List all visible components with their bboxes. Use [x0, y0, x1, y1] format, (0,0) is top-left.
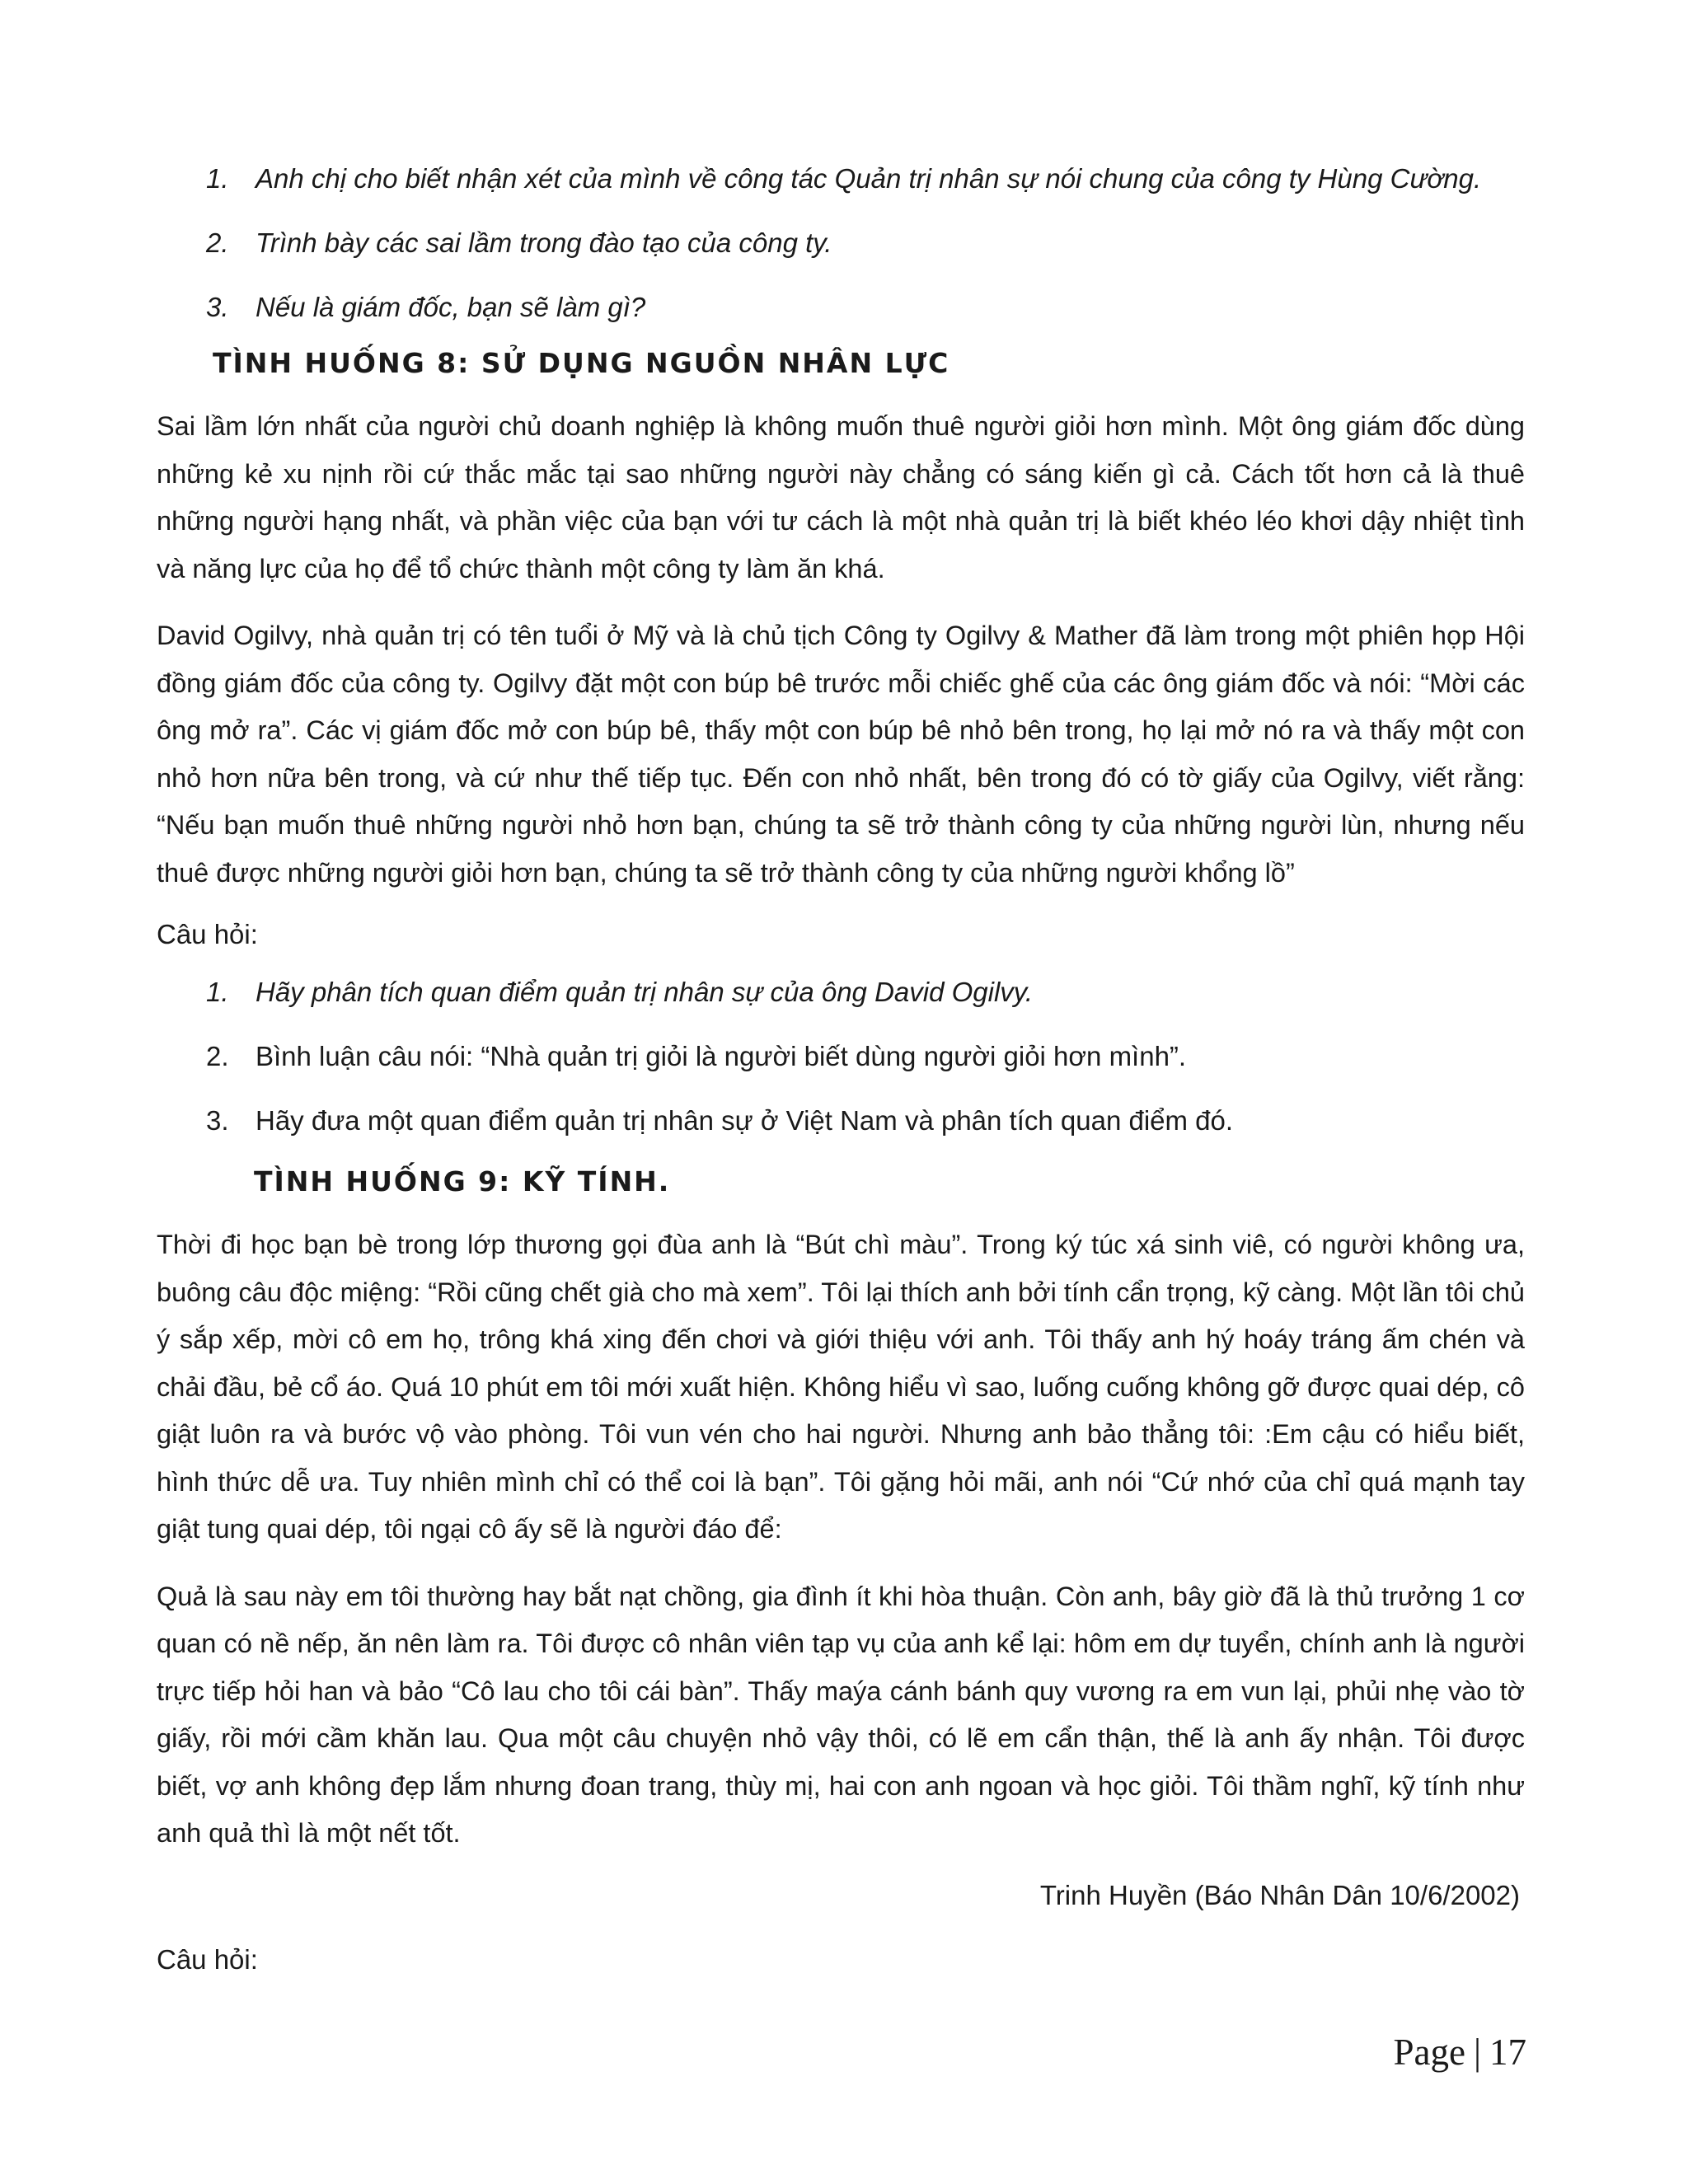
list-text: Anh chị cho biết nhận xét của mình về công tác Quản trị nhân sự nói chung của công ty Hùng Cường.: [256, 163, 1482, 194]
list-number: 3.: [206, 292, 229, 322]
case7-question-list: [157, 161, 1525, 326]
list-item: [157, 161, 1525, 197]
list-item: [157, 1103, 1525, 1139]
list-text: Hãy đưa một quan điểm quản trị nhân sự ở Việt Nam và phân tích quan điểm đó.: [256, 1105, 1234, 1136]
list-number: 2.: [206, 1041, 229, 1071]
list-item: [157, 289, 1525, 326]
list-item: [157, 974, 1525, 1010]
case8-paragraph: Sai lầm lớn nhất của người chủ doanh nghiệp là không muốn thuê người giỏi hơn mình. Một ông giám đốc dùng những kẻ xu nịnh rồi cứ thắc mắc tại sao những người này chẳng có sáng kiến gì cả. Cách tốt hơn cả là thuê những người hạng nhất, và phần việc của bạn với tư cách là một nhà quản trị là biết khéo léo khơi dậy nhiệt tình và năng lực của họ để tổ chức thành một công ty làm ăn khá.: [157, 411, 1525, 583]
case8-heading: TÌNH HUỐNG 8: SỬ DỤNG NGUỒN NHÂN LỰC: [213, 347, 950, 379]
case9-questions-label: Câu hỏi:: [157, 1943, 258, 1975]
page-footer: [1394, 2029, 1527, 2075]
list-number: 3.: [206, 1105, 229, 1136]
page-separator: |: [1473, 2032, 1481, 2073]
list-number: 1.: [206, 977, 229, 1007]
case8-question-list: [157, 974, 1525, 1139]
case8-questions-label: Câu hỏi:: [157, 919, 258, 949]
list-number: 2.: [206, 227, 229, 258]
page-word: Page: [1393, 2032, 1465, 2073]
case9-source-citation: Trinh Huyền (Báo Nhân Dân 10/6/2002): [1039, 1879, 1520, 1910]
list-text: Bình luận câu nói: “Nhà quản trị giỏi là người biết dùng người giỏi hơn mình”.: [256, 1041, 1187, 1071]
list-item: [157, 225, 1525, 261]
list-text: Nếu là giám đốc, bạn sẽ làm gì?: [256, 292, 646, 322]
page-content: [157, 161, 1525, 1999]
case8-paragraph: David Ogilvy, nhà quản trị có tên tuổi ở Mỹ và là chủ tịch Công ty Ogilvy & Mather đã làm trong một phiên họp Hội đồng giám đốc của công ty. Ogilvy đặt một con búp bê trước mỗi chiếc ghế của các ông giám đốc và nói: “Mời các ông mở ra”. Các vị giám đốc mở con búp bê, thấy một con búp bê nhỏ bên trong, họ lại mở nó ra và thấy một con nhỏ hơn nữa bên trong, và cứ như thế tiếp tục. Đến con nhỏ nhất, bên trong đó có tờ giấy của Ogilvy, viết rằng: “Nếu bạn muốn thuê những người nhỏ hơn bạn, chúng ta sẽ trở thành công ty của những người lùn, nhưng nếu thuê được những người giỏi hơn bạn, chúng ta sẽ trở thành công ty của những người khổng lồ”: [157, 621, 1525, 888]
case9-paragraph: Quả là sau này em tôi thường hay bắt nạt chồng, gia đình ít khi hòa thuận. Còn anh, bây giờ đã là thủ trưởng 1 cơ quan có nề nếp, ăn nên làm ra. Tôi được cô nhân viên tạp vụ của anh kể lại: hôm em dự tuyển, chính anh là người trực tiếp hỏi han và bảo “Cô lau cho tôi cái bàn”. Thấy maýa cánh bánh quy vương ra em vun lại, phủi nhẹ vào tờ giấy, rồi mới cầm khăn lau. Qua một câu chuyện nhỏ vậy thôi, có lẽ em cẩn thận, thế là anh ấy nhận. Tôi được biết, vợ anh không đẹp lắm nhưng đoan trang, thùy mị, hai con anh ngoan và học giỏi. Tôi thầm nghĩ, kỹ tính như anh quả thì là một nết tốt.: [157, 1581, 1525, 1848]
case9-paragraph: Thời đi học bạn bè trong lớp thương gọi đùa anh là “Bút chì màu”. Trong ký túc xá sinh viê, có người không ưa, buông câu độc miệng: “Rồi cũng chết già cho mà xem”. Tôi lại thích anh bởi tính cẩn trọng, kỹ càng. Một lần tôi chủ ý sắp xếp, mời cô em họ, trông khá xing đến chơi và giới thiệu với anh. Tôi thấy anh hý hoáy tráng ấm chén và chải đầu, bẻ cổ áo. Quá 10 phút em tôi mới xuất hiện. Không hiểu vì sao, luống cuống không gỡ được quai dép, cô giật luôn ra và bước vộ vào phòng. Tôi vun vén cho hai người. Nhưng anh bảo thẳng tôi: :Em cậu có hiểu biết, hình thức dễ ưa. Tuy nhiên mình chỉ có thể coi là bạn”. Tôi gặng hỏi mãi, anh nói “Cứ nhớ của chỉ quá mạnh tay giật tung quai dép, tôi ngại cô ấy sẽ là người đáo để:: [157, 1230, 1525, 1544]
list-text: Hãy phân tích quan điểm quản trị nhân sự của ông David Ogilvy.: [256, 977, 1034, 1007]
case9-heading: TÌNH HUỐNG 9: KỸ TÍNH.: [254, 1165, 671, 1197]
list-item: [157, 1038, 1525, 1075]
list-number: 1.: [206, 163, 229, 194]
page-number: 17: [1489, 2032, 1526, 2073]
list-text: Trình bày các sai lầm trong đào tạo của công ty.: [256, 227, 832, 258]
